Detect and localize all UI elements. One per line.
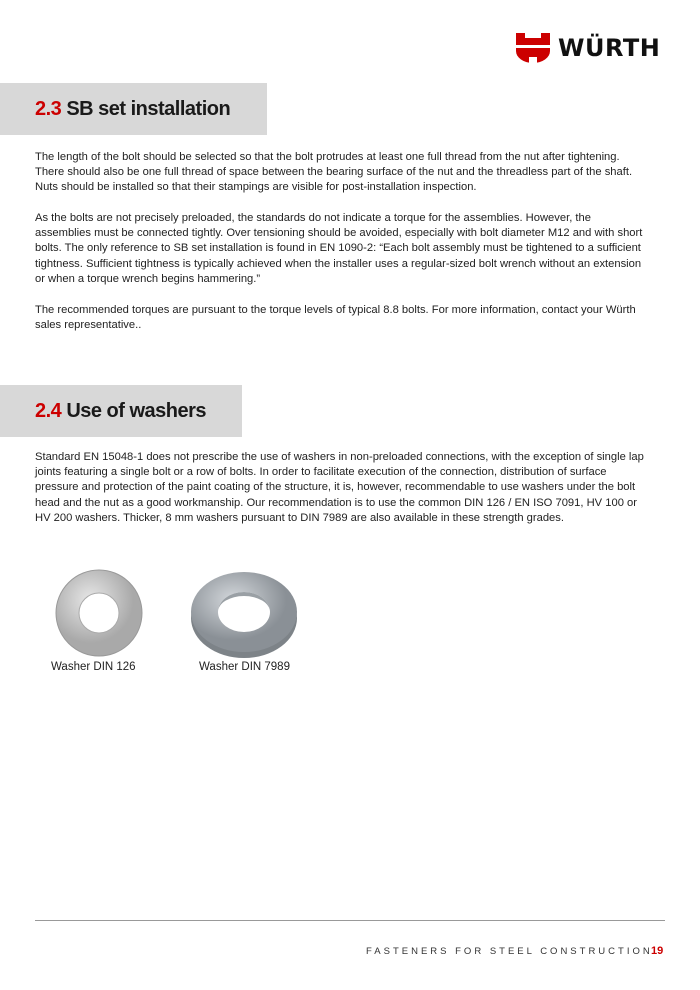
image-caption: Washer DIN 7989 (199, 661, 290, 673)
paragraph: Standard EN 15048-1 does not prescribe the use of washers in non-preloaded connections, with the exception of single lap joints featuring a single bolt or a row of bolts. In order to facilitate execution of the connection, distribution of surface pressure and protection of the paint coating of the structure, it is, however, recommendable to use washers under the bolt head and the nut as a good workmanship. Our recommendation is to use the common DIN 126 / EN ISO 7091, HV 100 or HV 200 washers. Thicker, 8 mm washers pursuant to DIN 7989 are also available in these strength grades. (35, 451, 644, 524)
image-caption: Washer DIN 126 (51, 661, 136, 673)
washer-din-126-image (54, 568, 144, 658)
section-title: Use of washers (66, 399, 207, 422)
section-number: 2.3 (35, 97, 62, 120)
paragraph: The recommended torques are pursuant to the torque levels of typical 8.8 bolts. For more information, contact your Würth sales representative.. (35, 304, 636, 332)
section-title: SB set installation (66, 97, 231, 120)
paragraph: As the bolts are not precisely preloaded, the standards do not indicate a torque for the assemblies. However, the assemblies must be connected tightly. Over tensioning should be avoided, especially with bolt diameter M12 and with short bolts. The only reference to SB set installation is found in EN 1090-2: “Each bolt assembly must be tightened to a sufficient tightness. Sufficient tightness is typically achieved when the installer uses a regular-sized bolt wrench without an extension or when a torque wrench begins hammering.” (35, 212, 643, 285)
paragraph: The length of the bolt should be selected so that the bolt protrudes at least one full thread from the nut after tightening. There should also be one full thread of space between the bearing surface of the nut and the threadless part of the shaft. Nuts should be installed so that their stampings are visible for post-installation inspection. (35, 151, 633, 194)
section-heading-2-4 (0, 385, 242, 437)
section-heading-2-3 (0, 83, 267, 135)
brand-name: WÜRTH (558, 34, 661, 62)
footer-title: FASTENERS FOR STEEL CONSTRUCTION (366, 946, 653, 957)
page-number: 19 (651, 945, 664, 957)
wurth-logo-icon (516, 33, 550, 63)
washer-din-7989-image (189, 570, 299, 660)
section-number: 2.4 (35, 399, 62, 422)
wurth-logo (516, 33, 660, 63)
footer-divider (35, 920, 665, 921)
